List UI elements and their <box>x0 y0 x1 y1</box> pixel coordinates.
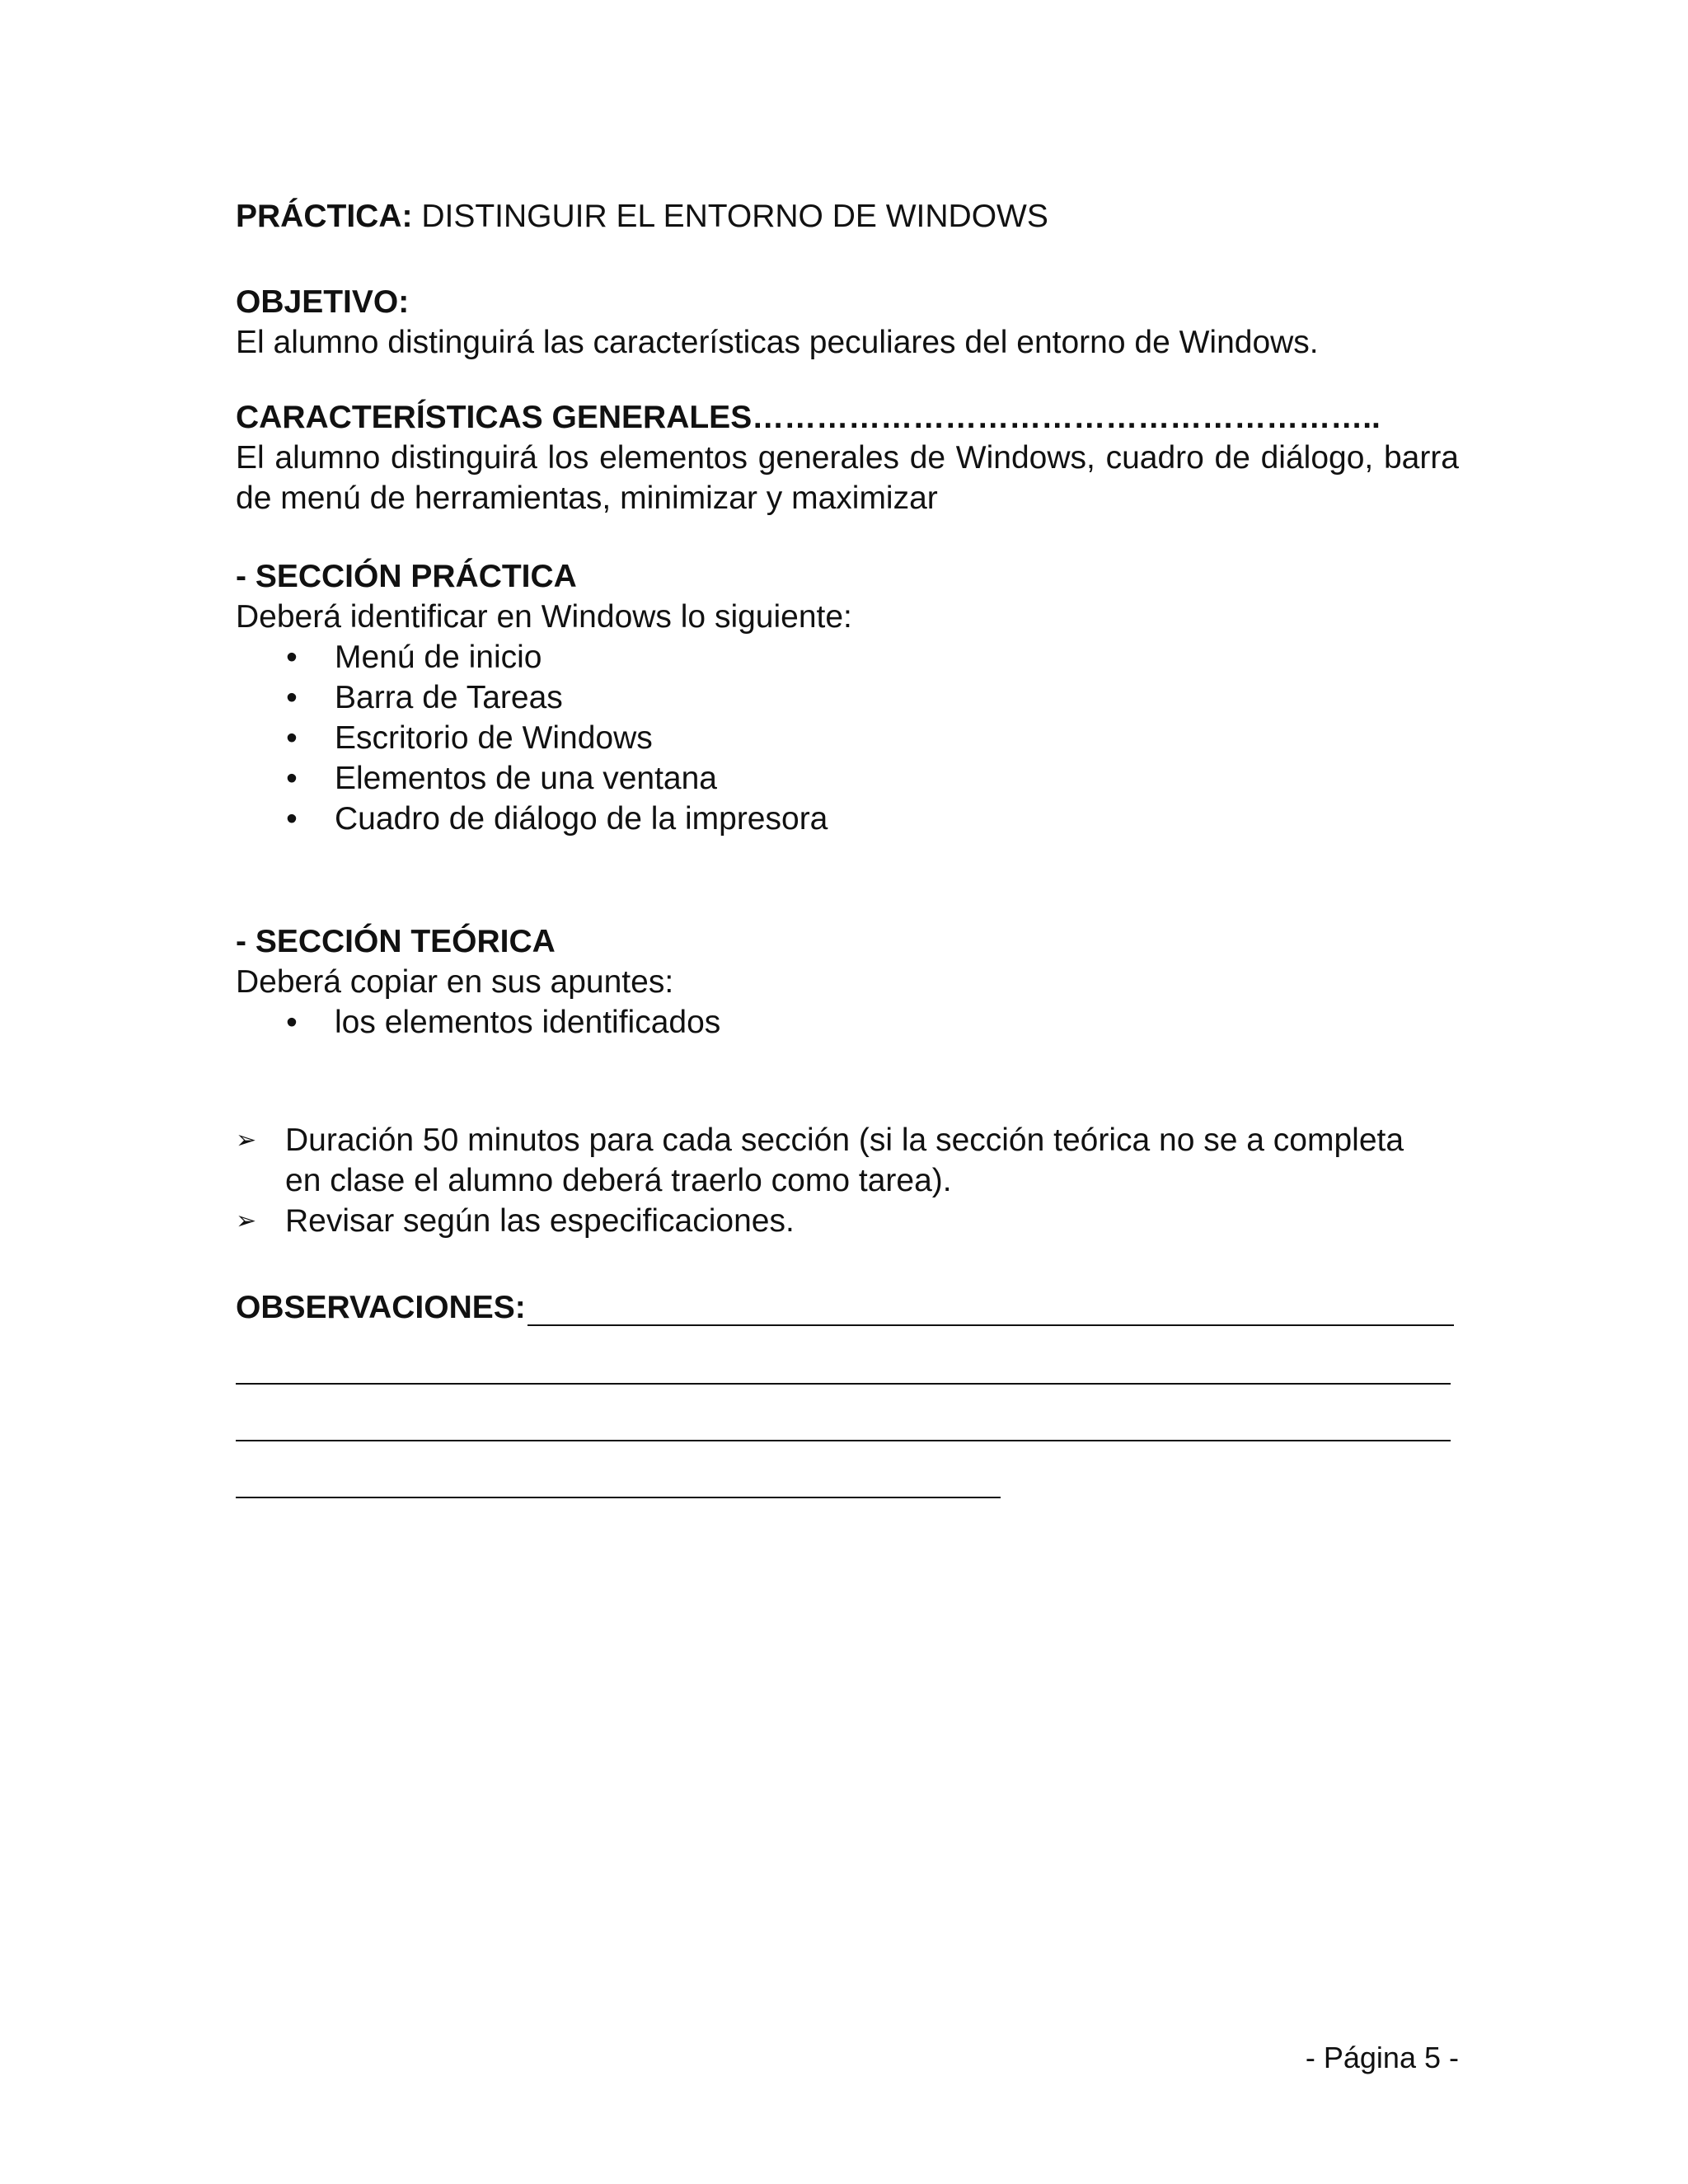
page-number: - Página 5 - <box>1305 2041 1459 2074</box>
list-item <box>236 637 1459 677</box>
bullet-icon: • <box>286 720 298 756</box>
observations-answer-line <box>236 1497 1001 1498</box>
document-body <box>236 196 1459 1498</box>
practice-title <box>236 196 1459 237</box>
theory-section-list <box>236 1002 1459 1043</box>
notes-list <box>236 1120 1459 1241</box>
list-item-text: Escritorio de Windows <box>335 720 653 756</box>
list-item <box>236 718 1459 758</box>
theory-section-heading: - SECCIÓN TEÓRICA <box>236 924 556 959</box>
practical-section-heading: - SECCIÓN PRÁCTICA <box>236 559 577 594</box>
list-item-text: los elementos identificados <box>335 1005 721 1040</box>
list-item-text: Elementos de una ventana <box>335 761 718 796</box>
bullet-icon: • <box>286 680 298 715</box>
list-item-text: Cuadro de diálogo de la impresora <box>335 801 828 837</box>
list-item <box>236 758 1459 799</box>
practice-title-label: PRÁCTICA: <box>236 199 413 234</box>
list-item-text: Barra de Tareas <box>335 680 563 715</box>
bullet-icon: • <box>286 1005 298 1040</box>
note-item <box>236 1120 1459 1201</box>
practical-section-list <box>236 637 1459 839</box>
observations-label: OBSERVACIONES: <box>236 1290 526 1325</box>
general-characteristics-text: El alumno distinguirá los elementos generales de Windows, cuadro de diálogo, barra de menú de herramientas, minimizar y maximizar <box>236 440 1459 516</box>
practice-title-text: DISTINGUIR EL ENTORNO DE WINDOWS <box>412 199 1048 234</box>
list-item <box>236 799 1459 839</box>
list-item <box>236 1002 1459 1043</box>
list-item <box>236 677 1459 718</box>
observations-block <box>236 1287 1459 1498</box>
list-item-text: Menú de inicio <box>335 640 542 675</box>
observations-answer-line <box>236 1440 1451 1441</box>
observations-row <box>236 1287 1459 1328</box>
objective-text: El alumno distinguirá las características peculiares del entorno de Windows. <box>236 325 1319 360</box>
objective-heading: OBJETIVO: <box>236 284 410 320</box>
bullet-icon: • <box>286 801 298 837</box>
bullet-icon: • <box>286 761 298 796</box>
note-line: en clase el alumno deberá traerlo como tarea). <box>285 1163 952 1198</box>
note-line: Revisar según las especificaciones. <box>285 1203 795 1239</box>
observations-answer-line <box>236 1383 1451 1385</box>
theory-section-intro: Deberá copiar en sus apuntes: <box>236 964 674 1000</box>
note-item <box>236 1201 1459 1241</box>
general-characteristics-heading: CARACTERÍSTICAS GENERALES………………………………………………….. <box>236 400 1381 435</box>
observations-answer-line <box>528 1324 1454 1326</box>
arrowhead-icon: ➢ <box>236 1127 257 1154</box>
note-line: Duración 50 minutos para cada sección (si la sección teórica no se a completa <box>285 1122 1404 1158</box>
practical-section-intro: Deberá identificar en Windows lo siguiente: <box>236 599 852 635</box>
arrowhead-icon: ➢ <box>236 1207 257 1235</box>
bullet-icon: • <box>286 640 298 675</box>
